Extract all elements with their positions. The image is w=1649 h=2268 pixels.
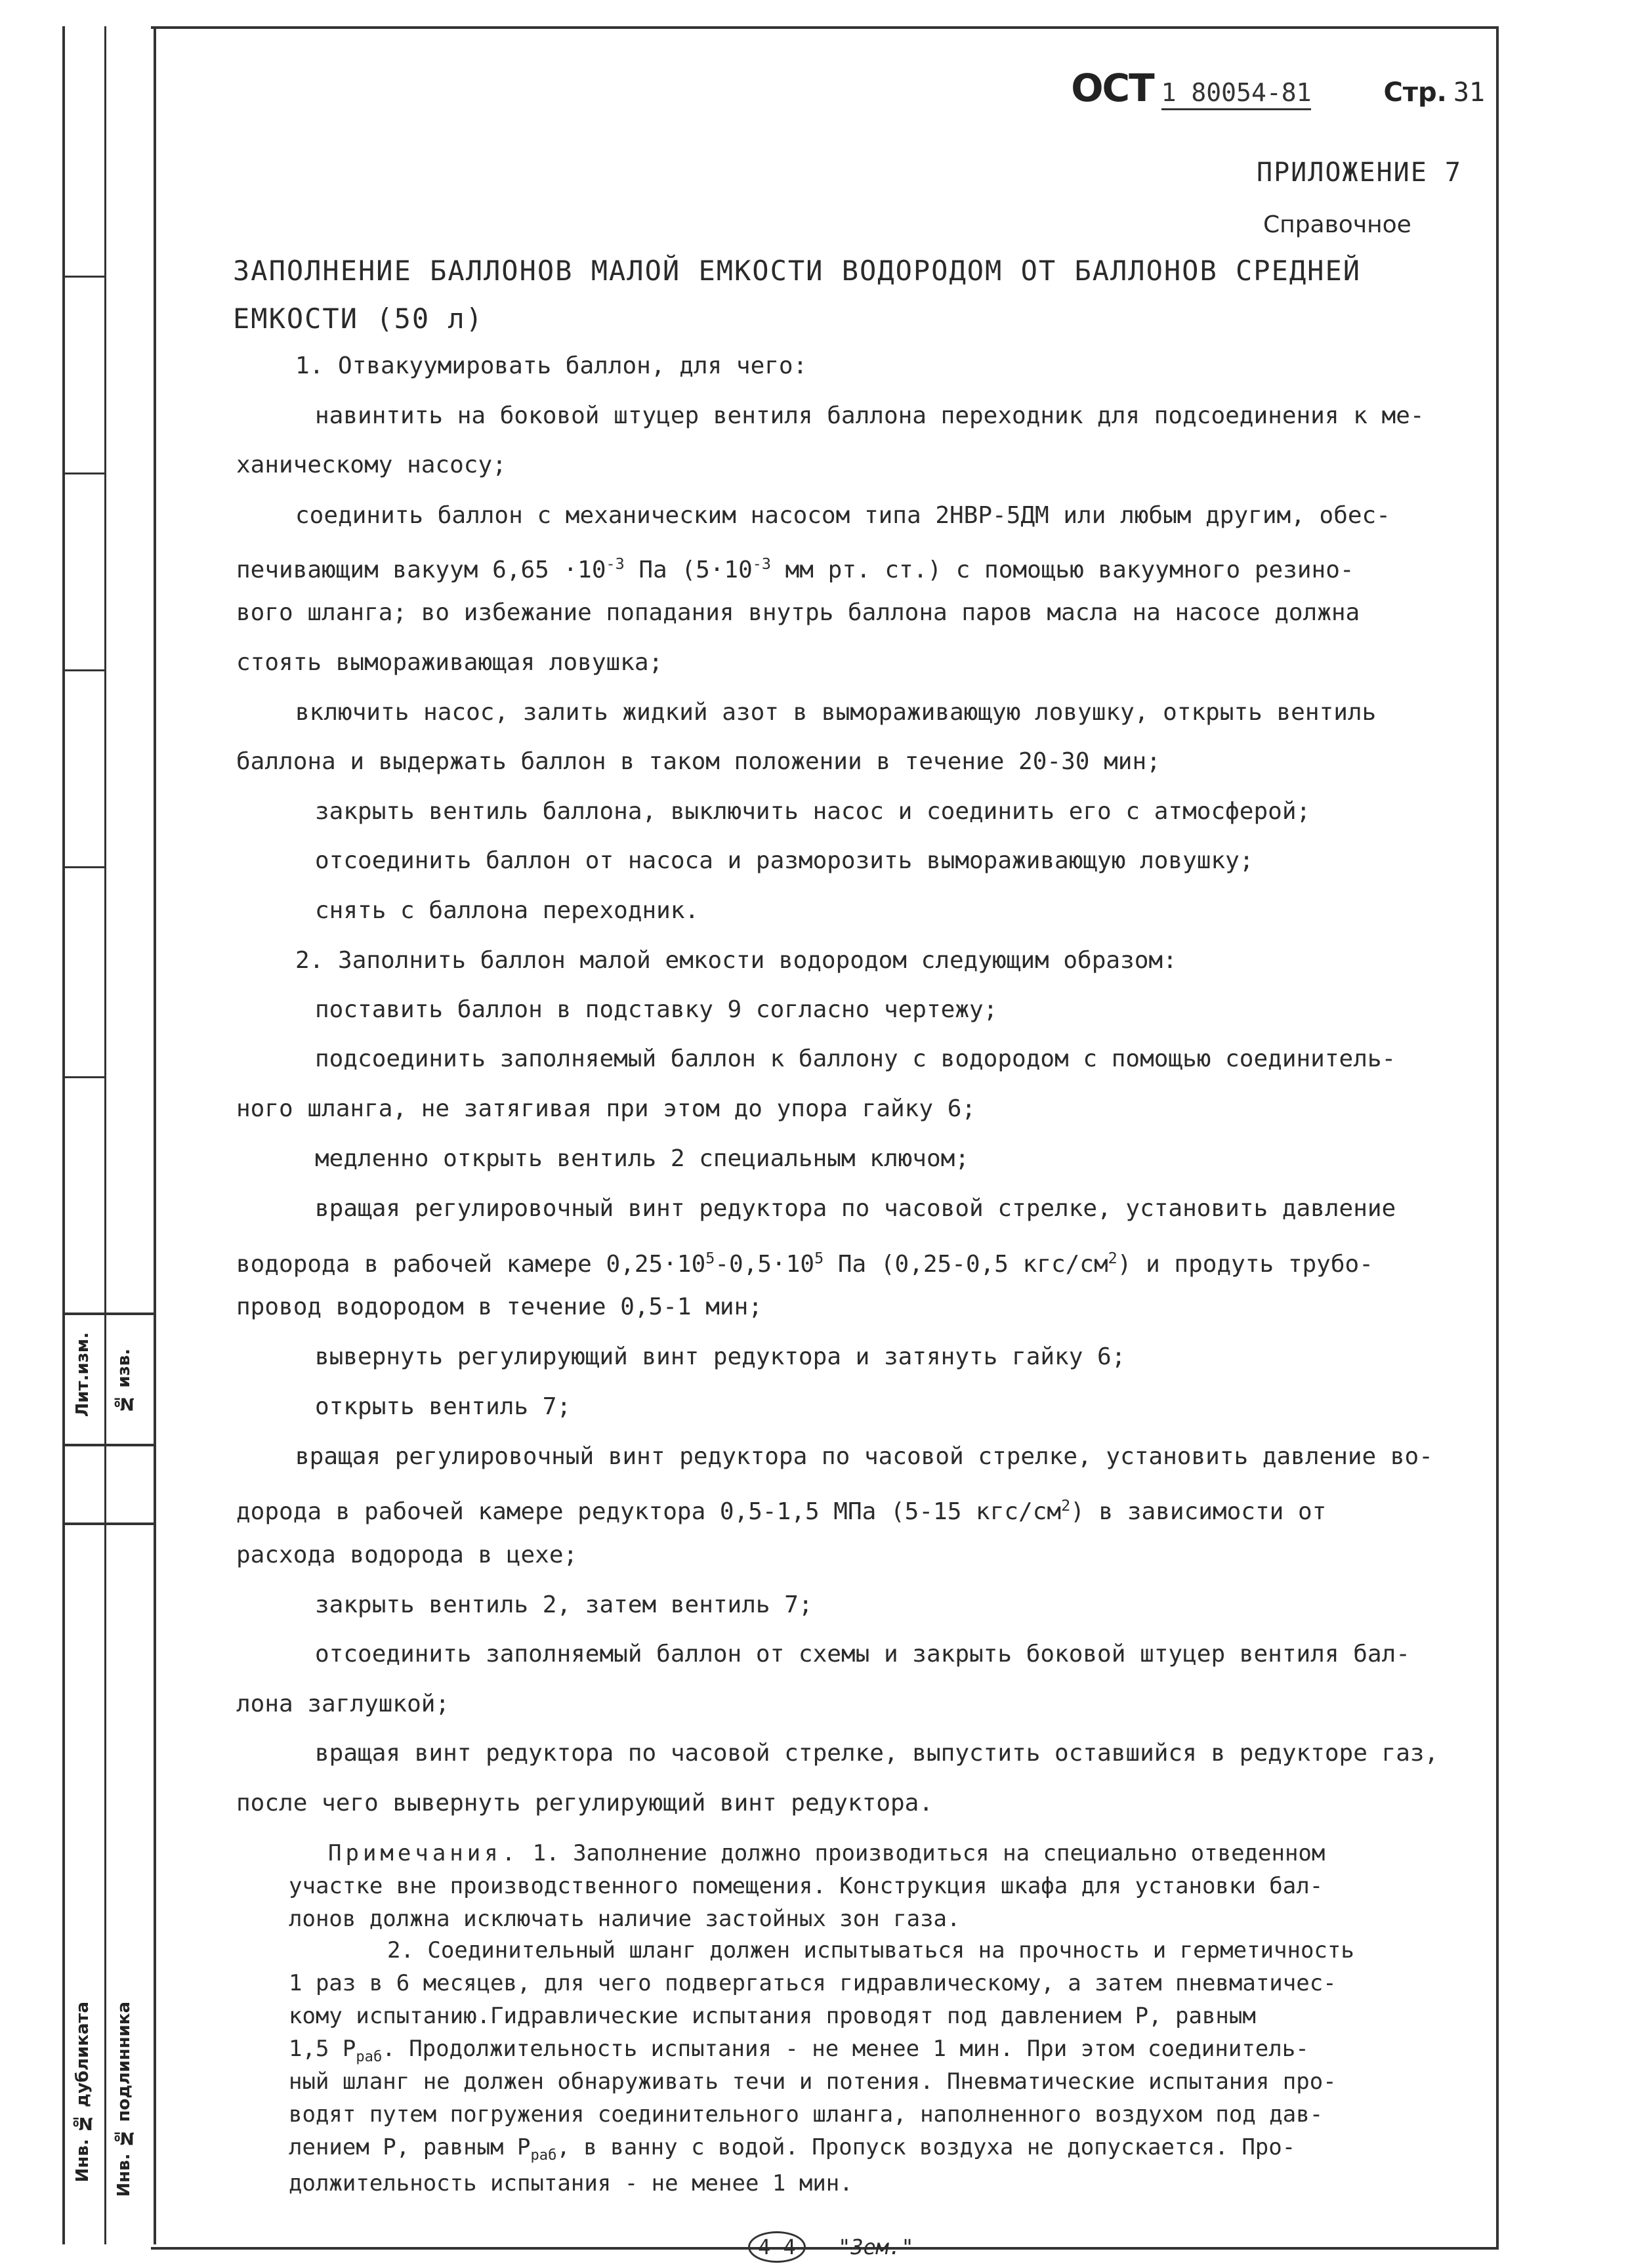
- section-title-line2: ЕМКОСТИ (50 л): [233, 303, 484, 335]
- notes-line: ный шланг не должен обнаруживать течи и потения. Пневматические испытания про-: [289, 2068, 1337, 2095]
- paragraph-line: водорода в рабочей камере $0,25\cdot 10^5-0,5\cdot 10^5$ Па (0,25-0,5 кгс/$см^2$) и продуть трубо-: [236, 1249, 1373, 1278]
- notes-line: участке вне производственного помещения. Конструкция шкафа для установки бал-: [289, 1873, 1324, 1899]
- paragraph-line: печивающим вакуум $6,65 \cdot 10^{-3}$ Па ($5\cdot 10^{-3}$ мм рт. ст.) с помощью вакуумного резино-: [236, 555, 1354, 583]
- revision-box-top: [65, 1312, 154, 1315]
- paragraph-line: медленно открыть вентиль 2 специальным ключом;: [315, 1145, 969, 1172]
- paragraph-line: ханическому насосу;: [236, 452, 507, 478]
- paragraph-line: стоять вымораживающая ловушка;: [236, 649, 663, 676]
- no-izv-label: № изв.: [114, 1349, 134, 1414]
- paragraph-line: снять с баллона переходник.: [315, 897, 699, 924]
- paragraph-line: соединить баллон с механическим насосом типа 2НВР-5ДМ или любым другим, обес-: [295, 502, 1390, 529]
- paragraph-line: навинтить на боковой штуцер вентиля баллона переходник для подсоединения к ме-: [315, 402, 1425, 429]
- notes-label: Примечания.: [328, 1840, 520, 1866]
- notes-line: лением Р, равным $Р_{раб}$, в ванну с водой. Пропуск воздуха не допускается. Про-: [289, 2134, 1296, 2164]
- notes-line: Примечания. 1. Заполнение должно производиться на специально отведенном: [328, 1840, 1325, 1866]
- paragraph-line: отсоединить заполняемый баллон от схемы и закрыть боковой штуцер вентиля бал-: [315, 1641, 1410, 1668]
- paragraph-line: вого шланга; во избежание попадания внутрь баллона паров масла на насосе должна: [236, 599, 1360, 626]
- paragraph-line: закрыть вентиль баллона, выключить насос и соединить его с атмосферой;: [315, 798, 1311, 825]
- paragraph-line: закрыть вентиль 2, затем вентиль 7;: [315, 1591, 813, 1618]
- paragraph-line: расхода водорода в цехе;: [236, 1542, 578, 1568]
- paragraph-line: подсоединить заполняемый баллон к баллону с водородом с помощью соединитель-: [315, 1045, 1396, 1072]
- paragraph-line: баллона и выдержать баллон в таком положении в течение 20-30 мин;: [236, 748, 1161, 775]
- paragraph-line: лона заглушкой;: [236, 1690, 450, 1717]
- paragraph-line: вращая винт редуктора по часовой стрелке, выпустить оставшийся в редукторе газ,: [315, 1740, 1439, 1767]
- notes-line: кому испытанию.Гидравлические испытания проводят под давлением Р, равным: [289, 2003, 1256, 2029]
- paragraph-line: открыть вентиль 7;: [315, 1393, 572, 1420]
- revision-box-bottom: [65, 1444, 154, 1446]
- paragraph-1: 1. Отвакуумировать баллон, для чего:: [295, 352, 808, 379]
- paragraph-line: дорода в рабочей камере редуктора 0,5-1,5 МПа (5-15 кгс/$см^2$) в зависимости от: [236, 1496, 1327, 1525]
- paragraph-line: ного шланга, не затягивая при этом до упора гайку 6;: [236, 1095, 976, 1122]
- strip-tick: [65, 669, 104, 671]
- notes-line: водят путем погружения соединительного шланга, наполненного воздухом под дав-: [289, 2101, 1324, 2128]
- paragraph-line: провод водородом в течение 0,5-1 мин;: [236, 1293, 762, 1320]
- signature-text: "Зем.": [838, 2235, 914, 2259]
- paragraph-line: отсоединить баллон от насоса и разморозить вымораживающую ловушку;: [315, 847, 1254, 874]
- paragraph-line: поставить баллон в подставку 9 согласно чертежу;: [315, 996, 998, 1023]
- paragraph-line: вывернуть регулирующий винт редуктора и затянуть гайку 6;: [315, 1343, 1126, 1370]
- header: [1071, 66, 1485, 110]
- paragraph-line: включить насос, залить жидкий азот в вымораживающую ловушку, открыть вентиль: [295, 699, 1377, 726]
- strip-divider: [104, 26, 106, 2244]
- paragraph-line: после чего вывернуть регулирующий винт редуктора.: [236, 1790, 934, 1816]
- notes-line: 2. Соединительный шланг должен испытываться на прочность и герметичность: [387, 1937, 1354, 1964]
- paragraph-line: вращая регулировочный винт редуктора по часовой стрелке, установить давление во-: [295, 1443, 1433, 1470]
- lit-izm-label: Лит.изм.: [73, 1332, 93, 1418]
- paragraph-line: вращая регулировочный винт редуктора по часовой стрелке, установить давление: [315, 1195, 1396, 1222]
- inv-podl-label: Инв. № подлинника: [114, 2002, 134, 2197]
- strip-tick: [65, 866, 104, 868]
- page-number: 31: [1453, 77, 1485, 108]
- strip-tick: [65, 1076, 104, 1078]
- paragraph-2: 2. Заполнить баллон малой емкости водородом следующим образом:: [295, 947, 1177, 974]
- strip-tick: [65, 472, 104, 474]
- notes-line: 1 раз в 6 месяцев, для чего подвергаться гидравлическому, а затем пневматичес-: [289, 1970, 1337, 1996]
- section-title-line1: ЗАПОЛНЕНИЕ БАЛЛОНОВ МАЛОЙ ЕМКОСТИ ВОДОРОДОМ ОТ БАЛЛОНОВ СРЕДНЕЙ: [233, 255, 1362, 287]
- stamp-number: 4 4: [748, 2231, 806, 2263]
- notes-line: должительность испытания - не менее 1 мин.: [289, 2170, 853, 2196]
- document-number: 1 80054-81: [1161, 78, 1312, 110]
- strip-tick: [65, 276, 104, 278]
- reference-label: Справочное: [1263, 211, 1411, 238]
- inventory-box-top: [65, 1522, 154, 1525]
- footer-stamp: [748, 2231, 914, 2263]
- page-label: Стр.: [1383, 77, 1447, 108]
- margin-strip: [62, 26, 156, 2244]
- notes-line: лонов должна исключать наличие застойных зон газа.: [289, 1906, 961, 1932]
- appendix-title: ПРИЛОЖЕНИЕ 7: [1257, 158, 1462, 188]
- notes-line: 1,5 $Р_{раб}$. Продолжительность испытания - не менее 1 мин. При этом соединитель-: [289, 2036, 1309, 2065]
- standard-code: ОСТ: [1071, 66, 1154, 110]
- inv-dubl-label: Инв. № дубликата: [73, 2002, 93, 2183]
